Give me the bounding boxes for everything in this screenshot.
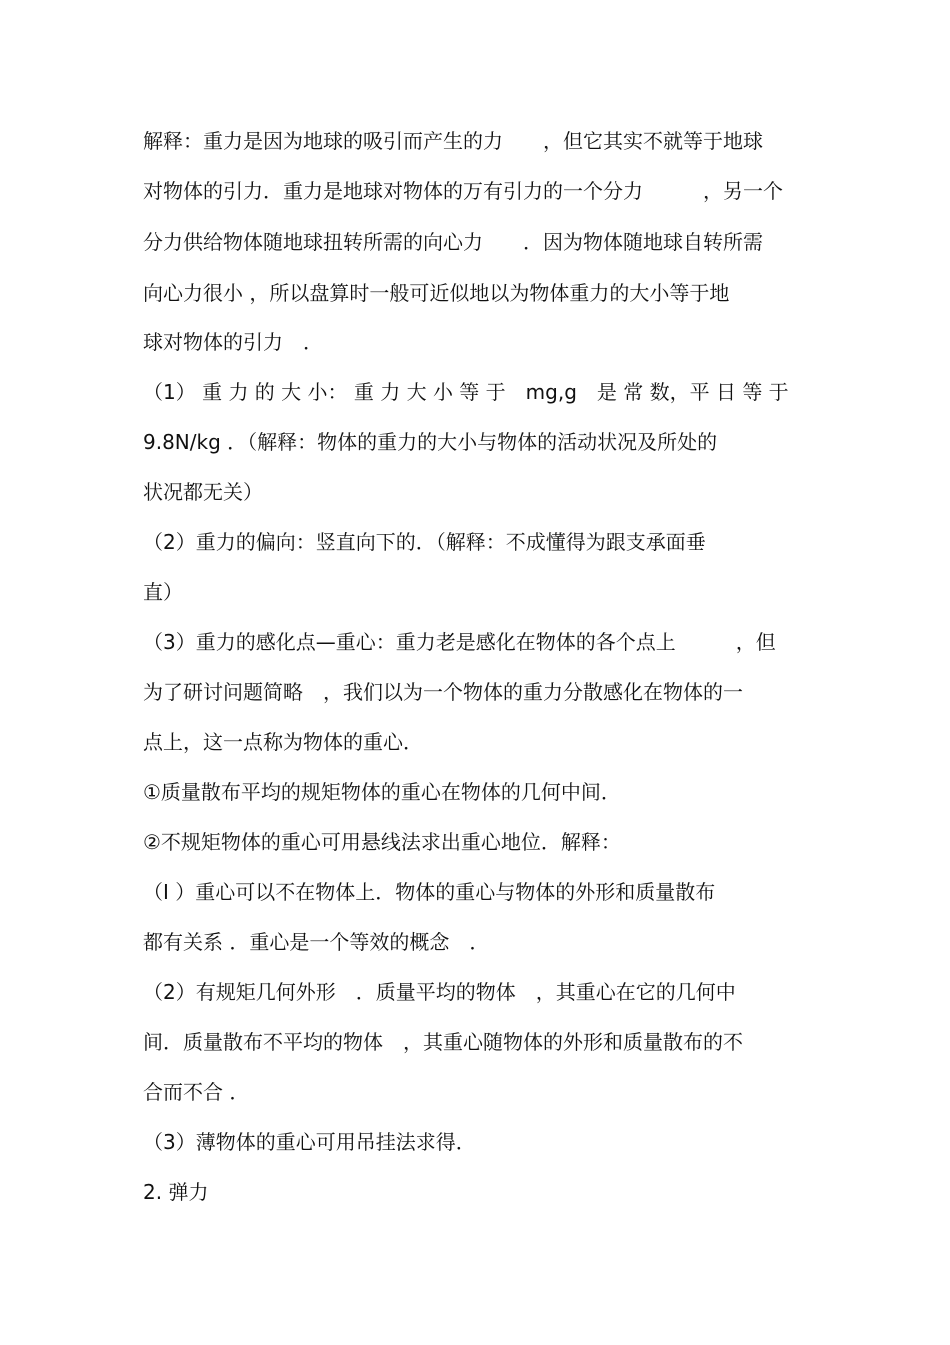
section-heading-center-of-gravity: （3）重力的感化点—重心：重力老是感化在物体的各个点上 ，但 — [143, 630, 776, 654]
paragraph-line: 9.8N/kg ．（解释：物体的重力的大小与物体的活动状况及所处的 — [143, 430, 718, 454]
paragraph-line: 分力供给物体随地球扭转所需的向心力 ．因为物体随地球自转所需 — [143, 230, 763, 254]
paragraph-line: 解释：重力是因为地球的吸引而产生的力 ，但它其实不就等于地球 — [143, 129, 763, 153]
paragraph-line: 为了研讨问题简略 ，我们以为一个物体的重力分散感化在物体的一 — [143, 680, 743, 704]
paragraph-line: 向心力很小 ，所以盘算时一般可近似地以为物体重力的大小等于地 — [143, 281, 730, 305]
paragraph-line: 间．质量散布不平均的物体 ，其重心随物体的外形和质量散布的不 — [143, 1030, 743, 1054]
section-heading-gravity-magnitude: （1） 重 力 的 大 小： 重 力 大 小 等 于 mg,g 是 常 数，平 日 等 于 — [143, 380, 789, 404]
paragraph-line: 对物体的引力．重力是地球对物体的万有引力的一个分力 ，另一个 — [143, 179, 783, 203]
section-heading-elastic-force: 2. 弹力 — [143, 1180, 209, 1204]
paragraph-line: 合而不合 ． — [143, 1080, 250, 1104]
paragraph-line: 点上，这一点称为物体的重心． — [143, 730, 423, 754]
paragraph-line: （3）薄物体的重心可用吊挂法求得． — [143, 1130, 476, 1154]
list-item: ①质量散布平均的规矩物体的重心在物体的几何中间． — [143, 780, 621, 804]
paragraph-line: 状况都无关） — [143, 480, 263, 504]
paragraph-line: （I ）重心可以不在物体上．物体的重心与物体的外形和质量散布 — [143, 880, 716, 904]
paragraph-line: 都有关系 ．重心是一个等效的概念 ． — [143, 930, 490, 954]
paragraph-line: 直） — [143, 580, 183, 604]
paragraph-line: 球对物体的引力 ． — [143, 330, 323, 354]
paragraph-line: （2）有规矩几何外形 ．质量平均的物体 ，其重心在它的几何中 — [143, 980, 736, 1004]
section-heading-gravity-direction: （2）重力的偏向：竖直向下的．（解释：不成懂得为跟支承面垂 — [143, 530, 706, 554]
list-item: ②不规矩物体的重心可用悬线法求出重心地位．解释： — [143, 830, 621, 854]
